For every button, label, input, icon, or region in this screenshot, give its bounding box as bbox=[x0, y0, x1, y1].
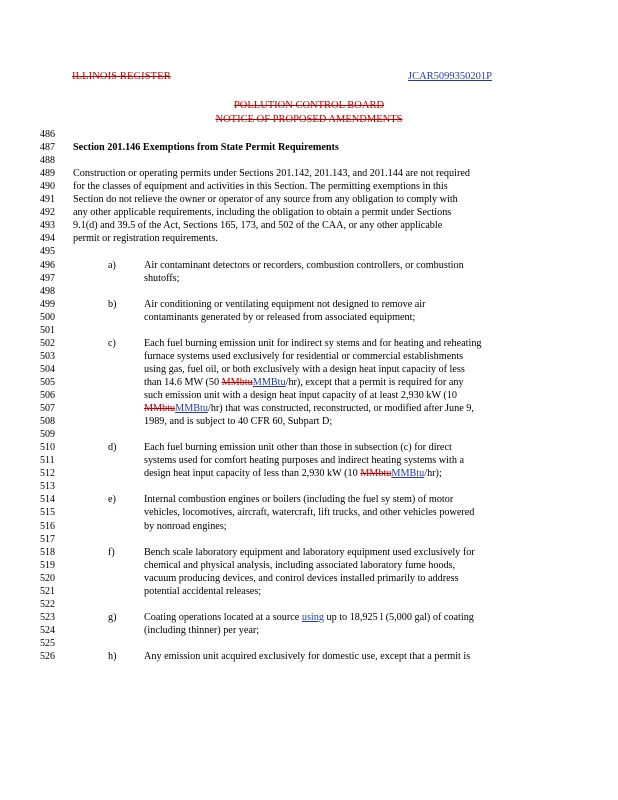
text-segment: up to 18,925 l (5,000 gal) of coating bbox=[323, 611, 474, 623]
line-text bbox=[73, 180, 448, 193]
subsection-label: e) bbox=[108, 494, 116, 506]
text-segment: furnace systems used exclusively for residential or commercial establishments bbox=[144, 350, 464, 362]
line-text bbox=[144, 585, 261, 598]
line-text bbox=[144, 520, 227, 533]
subsection-label: a) bbox=[108, 259, 116, 271]
text-segment: /hr); bbox=[424, 468, 442, 480]
document-line bbox=[0, 415, 618, 428]
document-line bbox=[0, 637, 618, 650]
deleted-text: MMbtu bbox=[221, 376, 253, 388]
document-line bbox=[0, 167, 618, 180]
document-line bbox=[0, 363, 618, 376]
text-segment: permit or registration requirements. bbox=[73, 233, 218, 245]
line-number: 498 bbox=[40, 285, 55, 297]
text-segment: Air contaminant detectors or recorders, combustion controllers, or combustion bbox=[144, 259, 464, 271]
line-number: 492 bbox=[40, 207, 55, 219]
text-segment: Air conditioning or ventilating equipment not designed to remove air bbox=[144, 298, 426, 310]
text-segment: Section do not relieve the owner or operator of any source from any obligation to comply with bbox=[73, 194, 458, 206]
text-segment: chemical and physical analysis, including associated laboratory fume hoods, bbox=[144, 559, 456, 571]
line-number: 503 bbox=[40, 350, 55, 362]
document-line bbox=[0, 206, 618, 219]
text-segment: Section 201.146 Exemptions from State Permit Requirements bbox=[73, 142, 339, 154]
line-text bbox=[144, 272, 179, 285]
document-line bbox=[0, 506, 618, 519]
line-number: 494 bbox=[40, 233, 55, 245]
line-number: 521 bbox=[40, 585, 55, 597]
document-line bbox=[0, 219, 618, 232]
text-segment: /hr) that was constructed, reconstructed, or modified after June 9, bbox=[207, 403, 474, 415]
line-text bbox=[144, 559, 455, 572]
document-line bbox=[0, 428, 618, 441]
subsection-label: c) bbox=[108, 337, 116, 349]
line-number: 520 bbox=[40, 572, 55, 584]
document-line bbox=[0, 480, 618, 493]
line-text bbox=[144, 467, 442, 480]
line-number: 510 bbox=[40, 442, 55, 454]
document-line bbox=[0, 298, 618, 311]
document-line bbox=[0, 285, 618, 298]
document-line bbox=[0, 128, 618, 141]
document-line bbox=[0, 232, 618, 245]
document-line bbox=[0, 245, 618, 258]
deleted-text: MMbtu bbox=[360, 468, 392, 480]
document-line bbox=[0, 141, 618, 154]
line-text bbox=[144, 611, 474, 624]
document-line bbox=[0, 272, 618, 285]
line-number: 523 bbox=[40, 611, 55, 623]
subsection-label: b) bbox=[108, 298, 117, 310]
line-text bbox=[144, 350, 463, 363]
document-line bbox=[0, 493, 618, 506]
line-number: 489 bbox=[40, 168, 55, 180]
line-text bbox=[144, 402, 474, 415]
line-number: 491 bbox=[40, 194, 55, 206]
line-number: 486 bbox=[40, 129, 55, 140]
line-number: 500 bbox=[40, 311, 55, 323]
document-line bbox=[0, 389, 618, 402]
line-text bbox=[144, 493, 453, 506]
line-text bbox=[144, 572, 459, 585]
document-line bbox=[0, 650, 618, 663]
line-number: 493 bbox=[40, 220, 55, 232]
text-segment: by nonroad engines; bbox=[144, 520, 227, 532]
document-line bbox=[0, 585, 618, 598]
line-number: 512 bbox=[40, 468, 55, 480]
line-text bbox=[144, 506, 474, 519]
line-text bbox=[73, 232, 218, 245]
line-number: 502 bbox=[40, 337, 55, 349]
line-number: 513 bbox=[40, 481, 55, 493]
subsection-label: d) bbox=[108, 442, 117, 454]
line-number: 499 bbox=[40, 298, 55, 310]
text-segment: Coating operations located at a source bbox=[144, 611, 302, 623]
document-line bbox=[0, 324, 618, 337]
document-line bbox=[0, 311, 618, 324]
line-number: 508 bbox=[40, 416, 55, 428]
line-number: 522 bbox=[40, 598, 55, 610]
text-segment: potential accidental releases; bbox=[144, 585, 262, 597]
text-segment: any other applicable requirements, including the obligation to obtain a permit under Sections bbox=[73, 207, 452, 219]
line-number: 526 bbox=[40, 651, 55, 662]
document-line bbox=[0, 624, 618, 637]
line-number: 504 bbox=[40, 363, 55, 375]
document-line bbox=[0, 598, 618, 611]
line-text bbox=[144, 311, 415, 324]
document-line bbox=[0, 454, 618, 467]
document-line bbox=[0, 402, 618, 415]
document-line bbox=[0, 467, 618, 480]
inserted-text: MMBtu bbox=[391, 468, 425, 480]
subsection-label: g) bbox=[108, 611, 117, 623]
line-number: 517 bbox=[40, 533, 55, 545]
text-segment: 1989, and is subject to 40 CFR 60, Subpart D; bbox=[144, 416, 333, 428]
text-segment: contaminants generated by or released from associated equipment; bbox=[144, 311, 416, 323]
document-line bbox=[0, 533, 618, 546]
text-segment: for the classes of equipment and activities in this Section. The permitting exemptions in this bbox=[73, 181, 448, 193]
text-segment: Each fuel burning emission unit for indirect sy stems and for heating and reheating bbox=[144, 337, 482, 349]
register-header: ILLINOIS REGISTER bbox=[72, 71, 171, 82]
line-number: 515 bbox=[40, 507, 55, 519]
line-number: 505 bbox=[40, 376, 55, 388]
line-text bbox=[144, 454, 464, 467]
line-text bbox=[144, 441, 452, 454]
text-segment: Each fuel burning emission unit other than those in subsection (c) for direct bbox=[144, 442, 452, 454]
line-number: 509 bbox=[40, 429, 55, 441]
line-text bbox=[73, 141, 339, 154]
line-number: 511 bbox=[40, 455, 55, 467]
text-segment: using gas, fuel oil, or both exclusively with a design heat input capacity of less bbox=[144, 363, 465, 375]
document-line bbox=[0, 193, 618, 206]
subsection-label: h) bbox=[108, 651, 117, 662]
text-segment: such emission unit with a design heat input capacity of at least 2,930 kW (10 bbox=[144, 390, 458, 401]
line-number: 490 bbox=[40, 181, 55, 193]
line-number: 507 bbox=[40, 403, 55, 415]
line-text bbox=[144, 298, 426, 311]
document-line bbox=[0, 350, 618, 363]
line-number: 488 bbox=[40, 155, 55, 167]
line-number: 506 bbox=[40, 390, 55, 401]
line-text bbox=[144, 376, 464, 389]
text-segment: design heat input capacity of less than 2,930 kW (10 bbox=[144, 468, 361, 480]
line-text bbox=[73, 206, 451, 219]
line-text bbox=[144, 259, 464, 272]
line-text bbox=[144, 650, 470, 663]
document-line bbox=[0, 154, 618, 167]
document-line bbox=[0, 520, 618, 533]
line-number: 496 bbox=[40, 259, 55, 271]
notice-heading: NOTICE OF PROPOSED AMENDMENTS bbox=[215, 114, 403, 125]
text-segment: Construction or operating permits under Sections 201.142, 201.143, and 201.144 are not required bbox=[73, 168, 470, 180]
document-line bbox=[0, 559, 618, 572]
line-number: 518 bbox=[40, 546, 55, 558]
line-text bbox=[144, 389, 457, 402]
text-segment: systems used for comfort heating purposes and indirect heating systems with a bbox=[144, 455, 464, 467]
board-heading: POLLUTION CONTROL BOARD bbox=[233, 100, 385, 111]
document-line bbox=[0, 180, 618, 193]
text-segment: /hr), except that a permit is required for any bbox=[285, 376, 464, 388]
line-text bbox=[144, 624, 259, 637]
document-line bbox=[0, 611, 618, 624]
line-number: 514 bbox=[40, 494, 55, 506]
document-line bbox=[0, 441, 618, 454]
line-text bbox=[144, 546, 475, 559]
text-segment: Bench scale laboratory equipment and laboratory equipment used exclusively for bbox=[144, 546, 475, 558]
document-line bbox=[0, 572, 618, 585]
text-segment: Any emission unit acquired exclusively for domestic use, except that a permit is bbox=[144, 651, 471, 662]
text-segment: shutoffs; bbox=[144, 272, 180, 284]
inserted-text: using bbox=[301, 611, 324, 623]
line-number: 497 bbox=[40, 272, 55, 284]
line-number: 487 bbox=[40, 142, 55, 154]
line-number: 519 bbox=[40, 559, 55, 571]
text-segment: (including thinner) per year; bbox=[144, 624, 260, 636]
inserted-text: MMBtu bbox=[175, 403, 208, 415]
document-line bbox=[0, 546, 618, 559]
line-text bbox=[73, 219, 442, 232]
document-line bbox=[0, 259, 618, 272]
line-number: 525 bbox=[40, 637, 55, 649]
text-segment: Internal combustion engines or boilers (including the fuel sy stem) of motor bbox=[144, 494, 454, 506]
line-number: 516 bbox=[40, 520, 55, 532]
inserted-text: MMBtu bbox=[252, 376, 286, 388]
document-line bbox=[0, 376, 618, 389]
document-line bbox=[0, 337, 618, 350]
line-text bbox=[73, 193, 458, 206]
text-segment: vacuum producing devices, and control devices installed primarily to address bbox=[144, 572, 459, 584]
line-text bbox=[144, 363, 465, 376]
line-number: 495 bbox=[40, 246, 55, 258]
text-segment: than 14.6 MW (50 bbox=[144, 376, 222, 388]
line-number: 524 bbox=[40, 624, 55, 636]
text-segment: vehicles, locomotives, aircraft, watercraft, lift trucks, and other vehicles powered bbox=[144, 507, 475, 519]
line-number: 501 bbox=[40, 324, 55, 336]
document-code: JCAR5099350201P bbox=[408, 71, 493, 82]
text-segment: 9.1(d) and 39.5 of the Act, Sections 165, 173, and 502 of the CAA, or any other applicable bbox=[73, 220, 443, 232]
subsection-label: f) bbox=[108, 546, 115, 558]
deleted-text: MMbtu bbox=[144, 403, 176, 415]
line-text bbox=[144, 415, 332, 428]
line-text bbox=[144, 337, 482, 350]
line-text bbox=[73, 167, 470, 180]
